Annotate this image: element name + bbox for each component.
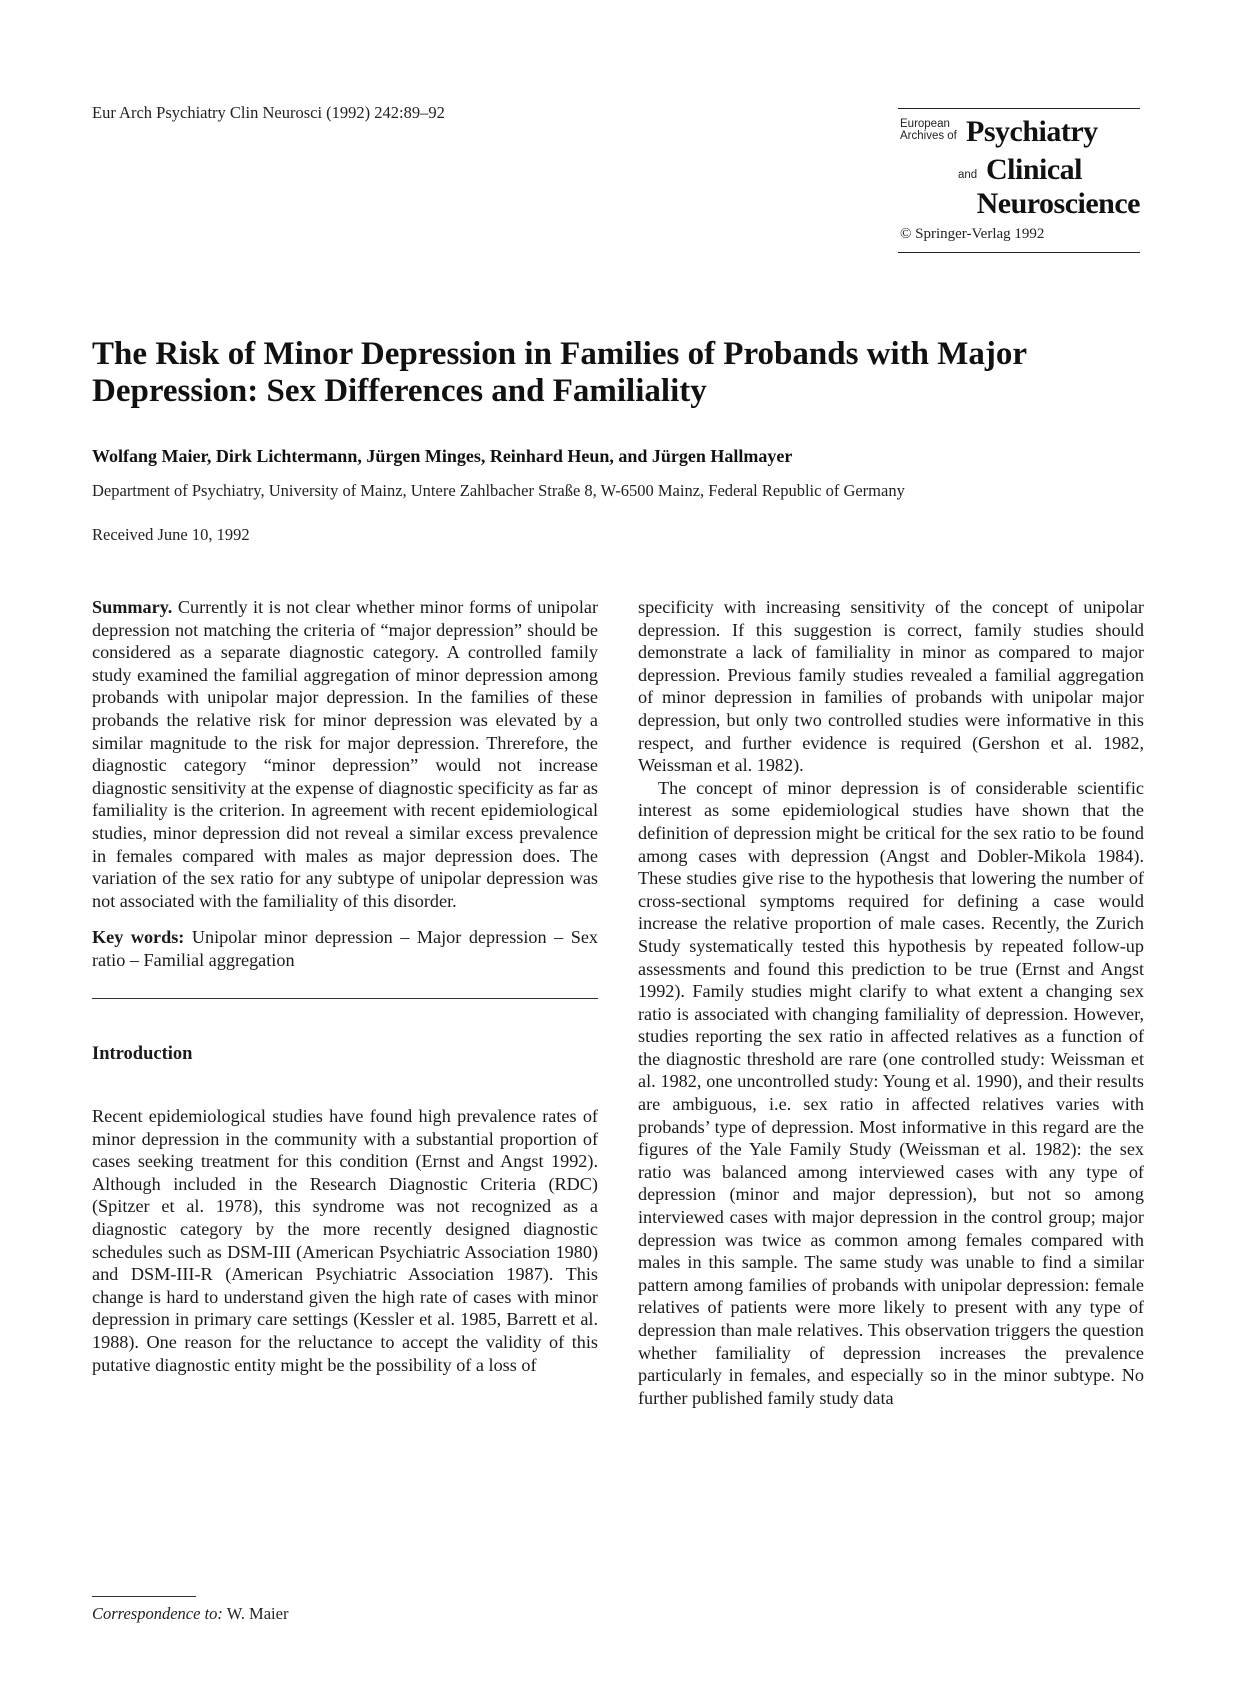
keywords-label: Key words: bbox=[92, 927, 185, 948]
correspondence-footnote bbox=[92, 1604, 288, 1624]
article-title: The Risk of Minor Depression in Families of Probands with Major Depression: Sex Differences and Familiality bbox=[92, 336, 1027, 409]
introduction-paragraph-1: Recent epidemiological studies have found high prevalence rates of minor depression in the community with a substantial proportion of cases seeking treatment for this condition (Ernst and Angst 1992). Although included in the Research Diagnostic Criteria (RDC) (Spitzer et al. 1978), this syndrome was not recognized as a diagnostic category by the more recently designed diagnostic schedules such as DSM-III (American Psychiatric Association 1980) and DSM-III-R (American Psychiatric Association 1987). This change is hard to understand given the high rate of cases with minor depression in primary care settings (Kessler et al. 1985, Barrett et al. 1988). One reason for the reluctance to accept the validity of this putative diagnostic entity might be the possibility of a loss of bbox=[92, 1106, 598, 1375]
keywords-paragraph bbox=[92, 926, 598, 971]
copyright-notice: © Springer-Verlag 1992 bbox=[900, 226, 1045, 242]
footnote-label: Correspondence to: bbox=[92, 1604, 223, 1623]
summary-text: Currently it is not clear whether minor forms of unipolar depression not matching the criteria of “major depression” should be considered as a separate diagnostic category. A controlled family study examined the familial aggregation of minor depression among probands with unipolar major depression. In the families of these probands the relative risk for minor depression was elevated by a similar magnitude to the risk for major depression. Threrefore, the diagnostic category “minor depression” would not increase diagnostic sensitivity at the expense of diagnostic specificity as far as familiality is the criterion. In agreement with recent epidemiological studies, minor depression did not reveal a similar excess prevalence in females compared with males as major depression does. The variation of the sex ratio for any subtype of unipolar depression was not associated with the familiality of this disorder. bbox=[92, 597, 598, 911]
author-list: Wolfang Maier, Dirk Lichtermann, Jürgen Minges, Reinhard Heun, and Jürgen Hallmayer bbox=[92, 446, 793, 466]
footnote-text: W. Maier bbox=[226, 1604, 289, 1623]
logo-bottom-rule bbox=[898, 252, 1140, 253]
affiliation: Department of Psychiatry, University of Mainz, Untere Zahlbacher Straße 8, W-6500 Mainz, Federal Republic of Germany bbox=[92, 481, 905, 500]
introduction-paragraph-2: The concept of minor depression is of considerable scientific interest as some epidemiological studies have shown that the definition of depression might be critical for the sex ratio to be found among cases with depression (Angst and Dobler-Mikola 1984). These studies give rise to the hypothesis that lowering the number of cross-sectional symptoms required for defining a case would increase the relative proportion of male cases. Recently, the Zurich Study systematically tested this hypothesis by repeated follow-up assessments and found this prediction to be true (Ernst and Angst 1992). Family studies might clarify to what extent a changing sex ratio is associated with changing familiality of depression. However, studies reporting the sex ratio in affected relatives as a function of the diagnostic threshold are rare (one controlled study: Weissman et al. 1982, one uncontrolled study: Young et al. 1990), and their results are ambiguous, i.e. sex ratio in affected relatives varies with probands’ type of depression. Most informative in this regard are the figures of the Yale Family Study (Weissman et al. 1982): the sex ratio was balanced among interviewed cases with any type of depression (minor and major depression), but not so among interviewed cases with major depression in the control group; major depression was twice as common among females compared with males in this sample. The same study was unable to find a similar pattern among families of probands with unipolar depression: female relatives of patients were more likely to present with any type of depression than male relatives. This observation triggers the question whether familiality of depression increases the prevalence particularly in females, and especially so in the minor subtype. No further published family study data bbox=[638, 777, 1144, 1408]
introduction-paragraph-continued: specificity with increasing sensitivity of the concept of unipolar depression. If this suggestion is correct, family studies should demonstrate a lack of familiality in minor as compared to major depression. Previous family studies revealed a familial aggregation of minor depression in families of probands with unipolar major depression, but only two controlled studies were informative in this respect, and further evidence is required (Gershon et al. 1982, Weissman et al. 1982). bbox=[638, 597, 1144, 776]
left-column bbox=[92, 596, 598, 1376]
introduction-heading: Introduction bbox=[92, 1043, 193, 1064]
logo-european: European bbox=[900, 118, 950, 130]
section-divider bbox=[92, 998, 598, 999]
logo-neuroscience: Neuroscience bbox=[976, 187, 1140, 220]
footnote-rule bbox=[92, 1596, 196, 1597]
logo-clinical: Clinical bbox=[986, 153, 1083, 186]
logo-top-rule bbox=[898, 108, 1140, 109]
summary-label: Summary. bbox=[92, 597, 173, 617]
logo-archives-of: Archives of bbox=[900, 130, 957, 142]
logo-and: and bbox=[958, 169, 978, 181]
received-date: Received June 10, 1992 bbox=[92, 525, 250, 544]
journal-logo bbox=[898, 108, 1140, 242]
journal-citation: Eur Arch Psychiatry Clin Neurosci (1992) 242:89–92 bbox=[92, 103, 445, 122]
keywords-text: Unipolar minor depression – Major depression – Sex ratio – Familial aggregation bbox=[92, 927, 598, 970]
right-column bbox=[638, 596, 1144, 1409]
logo-psychiatry: Psychiatry bbox=[966, 115, 1098, 148]
summary-paragraph bbox=[92, 596, 598, 912]
